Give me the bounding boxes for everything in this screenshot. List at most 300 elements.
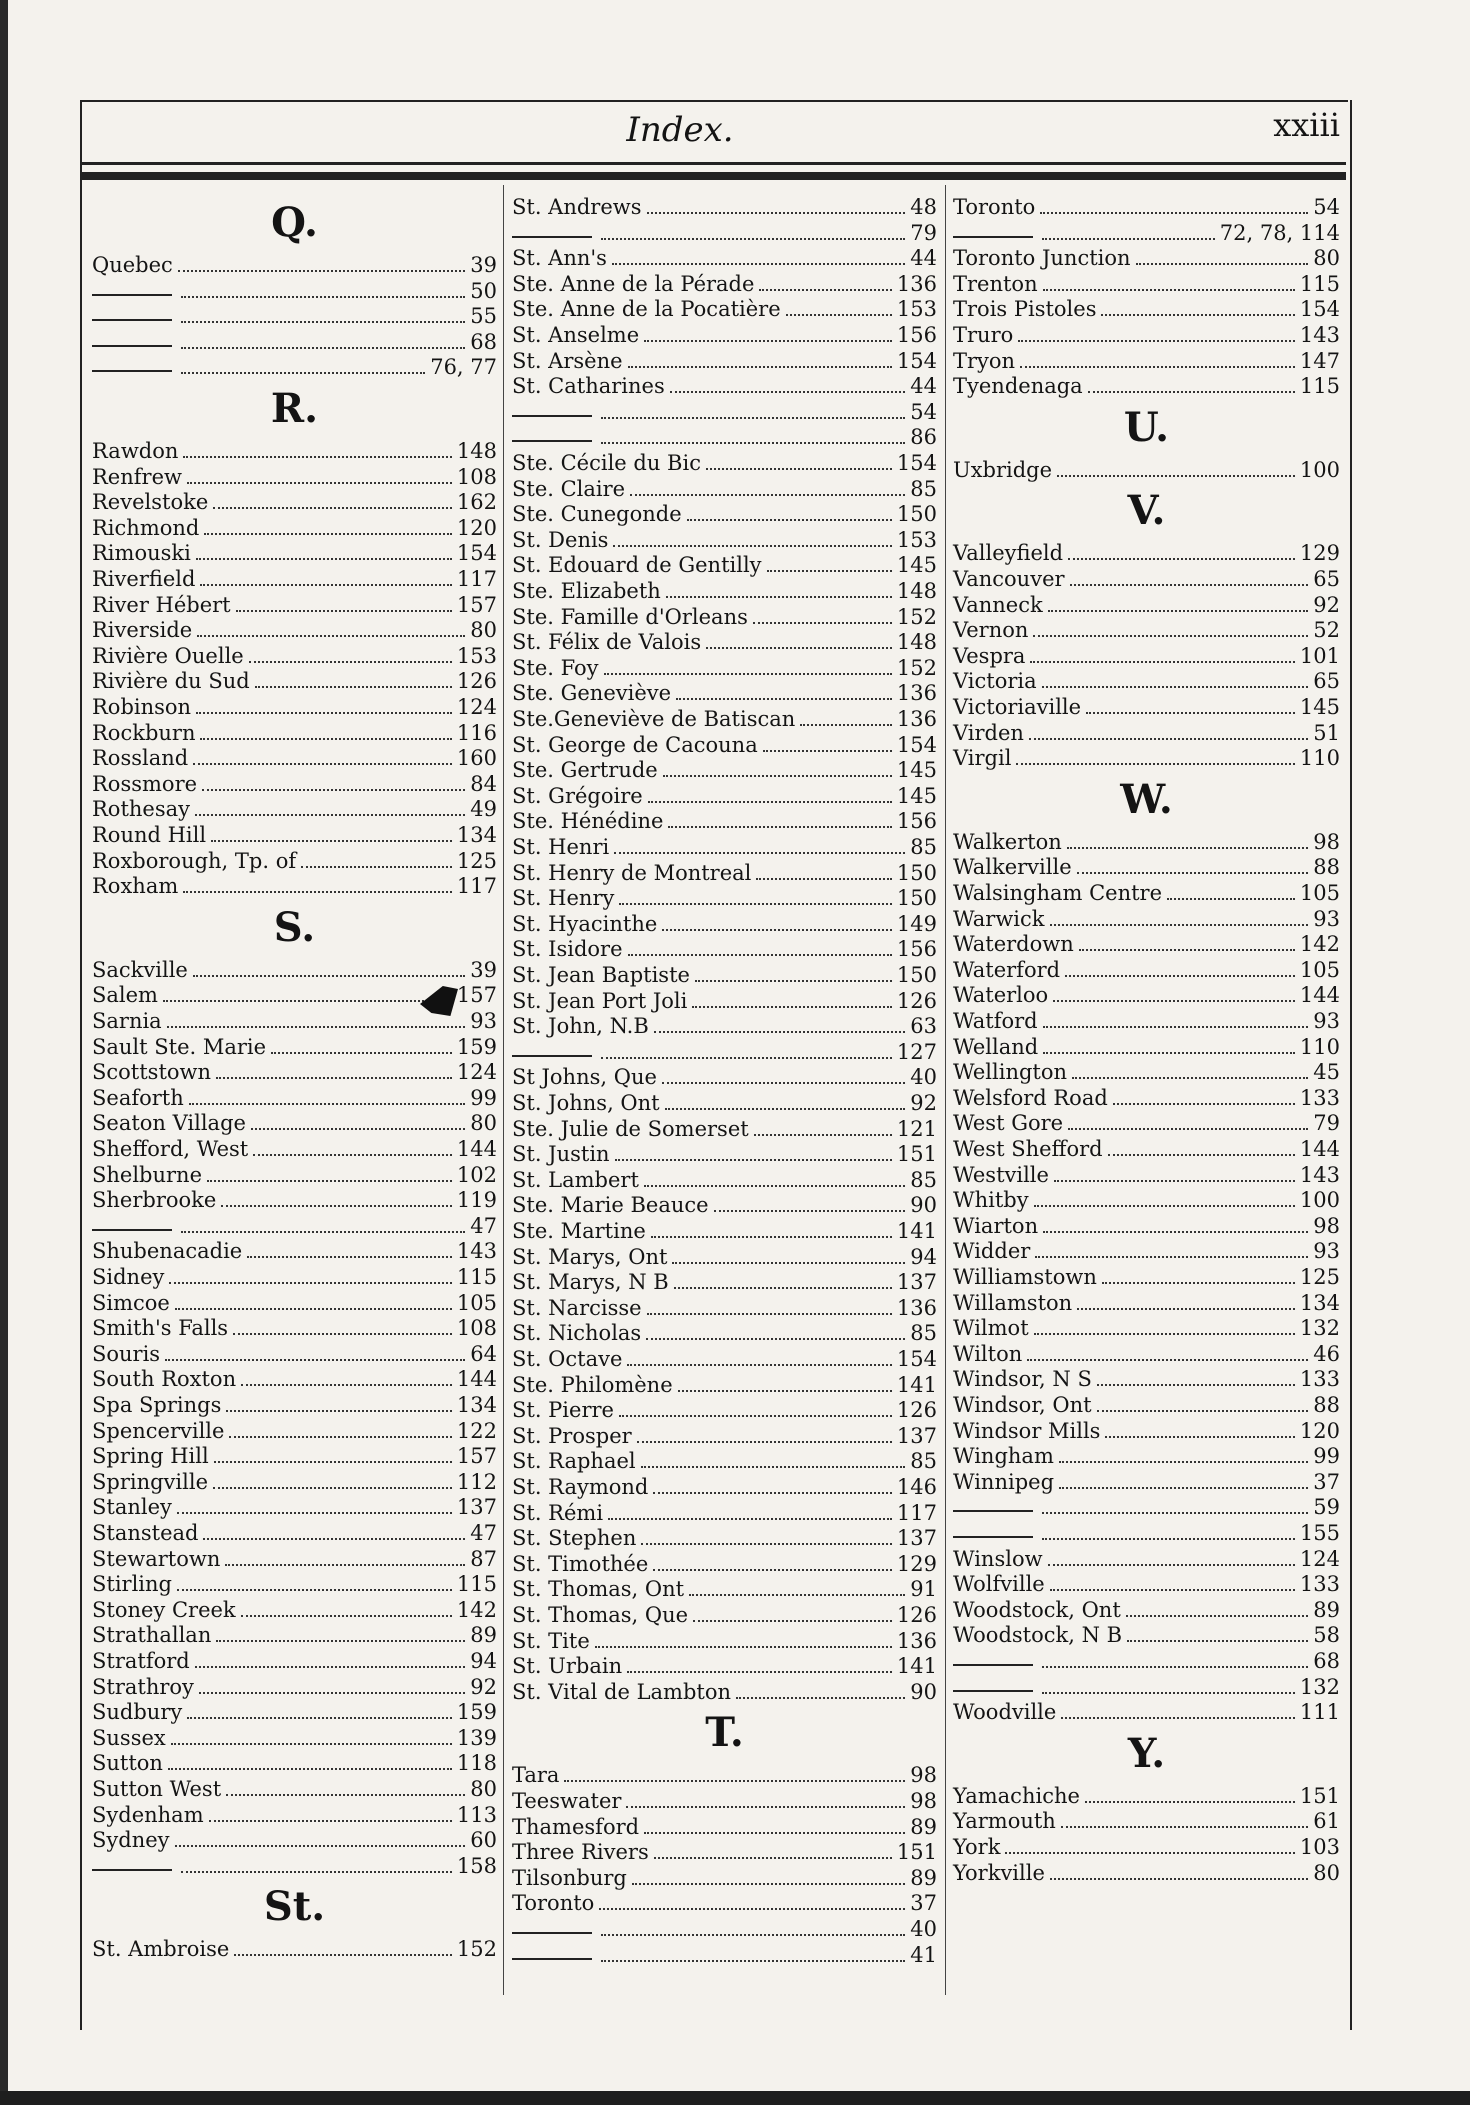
- entry-page: 148: [896, 579, 937, 603]
- dot-leader: [1077, 1308, 1295, 1310]
- index-entry: [953, 1547, 1340, 1572]
- entry-name: Roxborough, Tp. of: [92, 848, 297, 873]
- entry-page: 55: [470, 304, 497, 329]
- index-entry: [953, 1495, 1340, 1520]
- entry-name: Virgil: [953, 746, 1012, 771]
- entry-page: 105: [456, 1290, 497, 1315]
- section-letter: S.: [273, 903, 316, 951]
- index-entry: [512, 1373, 937, 1398]
- entry-page: 134: [456, 1393, 497, 1417]
- index-entry: [92, 1137, 497, 1162]
- index-entry: [512, 528, 937, 553]
- dot-leader: [197, 635, 465, 637]
- entry-page: 102: [456, 1162, 497, 1187]
- entry-page: 37: [1313, 1469, 1340, 1494]
- entry-page: 80: [470, 1777, 497, 1801]
- entry-name: Widder: [953, 1239, 1031, 1264]
- entry-name: Three Rivers: [512, 1840, 649, 1865]
- index-entry: [953, 830, 1340, 855]
- index-entry: [92, 823, 497, 848]
- entry-name: St. Raymond: [512, 1475, 649, 1499]
- dot-leader: [668, 826, 891, 828]
- entry-page: 145: [1299, 695, 1340, 719]
- entry-name: St. Prosper: [512, 1423, 632, 1448]
- entry-name: Springville: [92, 1469, 208, 1494]
- index-entry: [92, 1265, 497, 1290]
- dot-leader: [641, 1466, 906, 1468]
- entry-page: 88: [1313, 855, 1340, 880]
- entry-name: St. Hyacinthe: [512, 911, 658, 936]
- index-entry: [512, 758, 937, 783]
- entry-page: 118: [456, 1751, 497, 1776]
- index-entry: [953, 567, 1340, 592]
- entry-page: 50: [470, 278, 497, 303]
- dot-leader: [601, 1057, 892, 1059]
- entry-page: 158: [456, 1853, 497, 1878]
- entry-page: 129: [1299, 541, 1340, 566]
- entry-name: Rockburn: [92, 720, 196, 745]
- entry-page: 88: [1313, 1393, 1340, 1417]
- entry-page: 98: [910, 1763, 937, 1788]
- index-entry: [953, 1784, 1340, 1809]
- entry-page: 124: [456, 695, 497, 719]
- entry-page: 76, 77: [430, 355, 497, 380]
- entry-page: 137: [896, 1423, 937, 1448]
- entry-name: West Shefford: [953, 1137, 1103, 1161]
- index-entry: [953, 907, 1340, 932]
- ditto-dash: [92, 1229, 172, 1231]
- entry-page: 90: [910, 1193, 937, 1218]
- index-entry: [92, 593, 497, 618]
- ditto-dash: [953, 1664, 1033, 1666]
- index-entry: [92, 618, 497, 643]
- entry-page: 92: [470, 1674, 497, 1699]
- dot-leader: [1043, 1052, 1295, 1054]
- entry-name: Riverfield: [92, 567, 196, 591]
- entry-name: Warwick: [953, 906, 1045, 931]
- entry-name: Truro: [953, 323, 1014, 347]
- index-entry: [953, 1060, 1340, 1085]
- entry-page: 143: [1299, 1162, 1340, 1187]
- dot-leader: [1059, 1461, 1308, 1463]
- dot-leader: [1033, 635, 1308, 637]
- index-entry: [92, 1521, 497, 1546]
- entry-name: Woodstock, Ont: [953, 1597, 1121, 1622]
- entry-page: 154: [1299, 297, 1340, 322]
- entry-name: Tilsonburg: [512, 1865, 627, 1890]
- entry-page: 113: [456, 1802, 497, 1827]
- entry-name: Willamston: [953, 1290, 1073, 1315]
- entry-page: 64: [470, 1341, 497, 1366]
- entry-page: 115: [456, 1265, 497, 1289]
- index-entry: [512, 835, 937, 860]
- index-entry: [92, 567, 497, 592]
- entry-name: Vancouver: [953, 567, 1065, 591]
- entry-page: 72, 78, 114: [1219, 220, 1340, 245]
- dot-leader: [1097, 1410, 1309, 1412]
- entry-name: St. Marys, N B: [512, 1270, 669, 1295]
- entry-page: 148: [456, 439, 497, 463]
- index-entry: [92, 1060, 497, 1085]
- index-entry: [512, 1321, 937, 1346]
- entry-page: 68: [470, 329, 497, 354]
- index-entry: [92, 355, 497, 380]
- entry-name: Windsor, N S: [953, 1367, 1092, 1392]
- entry-page: 136: [896, 1628, 937, 1653]
- dot-leader: [1127, 1640, 1308, 1642]
- index-entry: [512, 886, 937, 911]
- index-entry: [512, 1654, 937, 1679]
- index-entry: [512, 1398, 937, 1423]
- dot-leader: [168, 1768, 452, 1770]
- entry-page: 86: [910, 425, 937, 450]
- dot-leader: [637, 1441, 892, 1443]
- entry-page: 122: [456, 1418, 497, 1443]
- entry-name: St. Ann's: [512, 246, 607, 271]
- entry-page: 150: [896, 502, 937, 527]
- entry-name: Yamachiche: [953, 1783, 1080, 1808]
- index-entry: [953, 644, 1340, 669]
- dot-leader: [1027, 1359, 1308, 1361]
- dot-leader: [1018, 340, 1295, 342]
- index-entry: [512, 1270, 937, 1295]
- entry-page: 111: [1299, 1700, 1340, 1725]
- entry-page: 108: [456, 1316, 497, 1341]
- entry-name: Sherbrooke: [92, 1188, 217, 1213]
- dot-leader: [1050, 1589, 1295, 1591]
- entry-name: Ste. Cécile du Bic: [512, 451, 701, 475]
- index-entry: [512, 1424, 937, 1449]
- dot-leader: [676, 698, 892, 700]
- index-entry: [92, 1086, 497, 1111]
- dot-leader: [1126, 1615, 1309, 1617]
- entry-page: 136: [896, 681, 937, 706]
- index-entry: [92, 1214, 497, 1239]
- entry-page: 117: [896, 1500, 937, 1525]
- entry-page: 117: [456, 874, 497, 899]
- index-entry: [953, 1163, 1340, 1188]
- entry-page: 52: [1313, 618, 1340, 643]
- index-entry: [953, 1675, 1340, 1700]
- index-entry: [512, 1014, 937, 1039]
- page-number: xxiii: [1273, 106, 1340, 144]
- index-entry: [512, 605, 937, 630]
- entry-page: 136: [896, 707, 937, 731]
- column-divider: [503, 185, 504, 1995]
- index-entry: [92, 1623, 497, 1648]
- dot-leader: [181, 347, 465, 349]
- dot-leader: [1068, 1128, 1308, 1130]
- dot-leader: [241, 1384, 452, 1386]
- dot-leader: [163, 1000, 452, 1002]
- entry-page: 47: [470, 1213, 497, 1238]
- dot-leader: [1108, 1154, 1295, 1156]
- entry-page: 126: [896, 988, 937, 1013]
- entry-name: Rossmore: [92, 771, 198, 796]
- entry-page: 90: [910, 1679, 937, 1704]
- entry-name: St. Félix de Valois: [512, 630, 702, 655]
- dot-leader: [178, 270, 465, 272]
- entry-name: Sussex: [92, 1725, 166, 1750]
- entry-page: 162: [456, 490, 497, 515]
- entry-name: Rossland: [92, 746, 189, 771]
- entry-page: 44: [910, 374, 937, 399]
- entry-name: St. Stephen: [512, 1526, 637, 1551]
- page-binding-edge: [0, 0, 8, 2105]
- entry-name: St. Henry de Montreal: [512, 860, 752, 885]
- index-entry: [512, 349, 937, 374]
- entry-name: St. Arsène: [512, 348, 623, 373]
- index-entry: [92, 1342, 497, 1367]
- dot-leader: [619, 903, 892, 905]
- index-entry: [512, 477, 937, 502]
- dot-leader: [630, 494, 905, 496]
- entry-name: St. Justin: [512, 1142, 610, 1167]
- entry-name: Stratford: [92, 1649, 190, 1673]
- index-entry: [512, 809, 937, 834]
- entry-page: 39: [470, 253, 497, 277]
- index-entry: [92, 465, 497, 490]
- dot-leader: [175, 1845, 466, 1847]
- dot-leader: [1050, 1878, 1308, 1880]
- index-entry: [953, 881, 1340, 906]
- dot-leader: [1035, 1256, 1308, 1258]
- entry-page: 153: [896, 527, 937, 552]
- entry-name: Sutton: [92, 1751, 163, 1776]
- entry-page: 98: [1313, 1213, 1340, 1238]
- ditto-dash: [92, 294, 172, 296]
- dot-leader: [1034, 1205, 1295, 1207]
- ditto-dash: [92, 319, 172, 321]
- dot-leader: [1061, 1826, 1308, 1828]
- entry-name: St. Urbain: [512, 1654, 623, 1679]
- entry-page: 132: [1299, 1316, 1340, 1341]
- index-entry: [92, 721, 497, 746]
- entry-name: Stoney Creek: [92, 1597, 236, 1622]
- index-entry: [512, 1552, 937, 1577]
- dot-leader: [199, 1692, 465, 1694]
- dot-leader: [1050, 924, 1309, 926]
- dot-leader: [200, 738, 451, 740]
- dot-leader: [207, 1180, 452, 1182]
- index-entry: [953, 1700, 1340, 1725]
- header-rule: [82, 162, 1346, 165]
- dot-leader: [627, 1364, 892, 1366]
- entry-name: Sault Ste. Marie: [92, 1034, 267, 1059]
- entry-page: 157: [456, 983, 497, 1008]
- dot-leader: [1102, 1282, 1295, 1284]
- entry-name: Spa Springs: [92, 1393, 222, 1417]
- entry-page: 136: [896, 1295, 937, 1320]
- dot-leader: [226, 1410, 452, 1412]
- entry-page: 150: [896, 860, 937, 885]
- entry-page: 37: [910, 1891, 937, 1916]
- entry-name: St. John, N.B: [512, 1014, 649, 1039]
- entry-name: Waterloo: [953, 983, 1049, 1008]
- dot-leader: [1061, 1717, 1295, 1719]
- entry-page: 80: [1313, 246, 1340, 271]
- dot-leader: [601, 1934, 905, 1936]
- index-entry: [512, 451, 937, 476]
- entry-name: Stewartown: [92, 1546, 221, 1571]
- index-entry: [953, 1009, 1340, 1034]
- entry-page: 125: [456, 848, 497, 873]
- dot-leader: [202, 789, 465, 791]
- index-entry: [92, 1751, 497, 1776]
- entry-page: 94: [910, 1244, 937, 1269]
- entry-page: 145: [896, 758, 937, 783]
- entry-page: 115: [456, 1572, 497, 1597]
- index-entry: [953, 1342, 1340, 1367]
- entry-page: 156: [896, 937, 937, 962]
- index-entry: [512, 1815, 937, 1840]
- index-entry: [92, 797, 497, 822]
- dot-leader: [247, 1256, 452, 1258]
- entry-page: 153: [896, 297, 937, 322]
- dot-leader: [1034, 1333, 1295, 1335]
- dot-leader: [255, 686, 452, 688]
- dot-leader: [604, 673, 892, 675]
- entry-page: 142: [456, 1597, 497, 1622]
- index-entry: [512, 1091, 937, 1116]
- entry-name: Smith's Falls: [92, 1316, 229, 1341]
- entry-name: Seaton Village: [92, 1111, 246, 1136]
- entry-name: Victoria: [953, 669, 1037, 694]
- entry-page: 145: [896, 553, 937, 578]
- index-entry: [512, 1763, 937, 1788]
- ditto-dash: [512, 1958, 592, 1960]
- dot-leader: [1077, 872, 1309, 874]
- index-entry: [953, 1572, 1340, 1597]
- entry-page: 159: [456, 1034, 497, 1059]
- entry-page: 134: [456, 823, 497, 847]
- entry-page: 87: [470, 1546, 497, 1571]
- index-entry: [953, 1598, 1340, 1623]
- dot-leader: [619, 1415, 892, 1417]
- index-entry: [512, 784, 937, 809]
- index-entry: [92, 541, 497, 566]
- index-entry: [92, 1675, 497, 1700]
- dot-leader: [614, 852, 905, 854]
- entry-page: 99: [470, 1085, 497, 1110]
- entry-page: 157: [456, 592, 497, 617]
- index-entry: [92, 279, 497, 304]
- entry-page: 124: [456, 1060, 497, 1085]
- entry-name: Whitby: [953, 1188, 1029, 1213]
- entry-page: 105: [1299, 881, 1340, 905]
- entry-page: 145: [896, 783, 937, 808]
- section-letter: W.: [1120, 775, 1173, 823]
- index-entry: [953, 593, 1340, 618]
- entry-page: 80: [470, 1111, 497, 1136]
- dot-leader: [221, 1205, 452, 1207]
- entry-name: St. Tite: [512, 1628, 590, 1653]
- entry-name: Sutton West: [92, 1777, 222, 1801]
- dot-leader: [767, 570, 892, 572]
- index-entry: [92, 1188, 497, 1213]
- entry-name: Richmond: [92, 515, 200, 540]
- index-entry: [92, 1726, 497, 1751]
- entry-page: 147: [1299, 348, 1340, 373]
- entry-name: Ste. Julie de Somerset: [512, 1116, 749, 1141]
- entry-name: Watford: [953, 1009, 1038, 1033]
- dot-leader: [644, 1832, 905, 1834]
- entry-page: 160: [456, 746, 497, 771]
- dot-leader: [1043, 1026, 1309, 1028]
- entry-name: Tara: [512, 1763, 560, 1788]
- entry-name: Welland: [953, 1034, 1039, 1059]
- entry-name: St. Narcisse: [512, 1295, 642, 1320]
- entry-page: 148: [896, 630, 937, 655]
- dot-leader: [1030, 661, 1294, 663]
- entry-page: 126: [896, 1603, 937, 1627]
- dot-leader: [1042, 1512, 1308, 1514]
- dot-leader: [167, 1026, 466, 1028]
- entry-name: St. Jean Port Joli: [512, 988, 688, 1013]
- entry-page: 126: [896, 1398, 937, 1423]
- ditto-dash: [92, 1869, 172, 1871]
- entry-page: 154: [896, 1347, 937, 1371]
- entry-page: 153: [456, 643, 497, 668]
- entry-page: 133: [1299, 1367, 1340, 1392]
- index-entry: [92, 1393, 497, 1418]
- index-entry: [92, 1035, 497, 1060]
- entry-page: 156: [896, 323, 937, 347]
- entry-page: 141: [896, 1372, 937, 1397]
- dot-leader: [216, 1640, 465, 1642]
- index-entry: [953, 1111, 1340, 1136]
- entry-name: Tryon: [953, 348, 1016, 373]
- entry-name: Ste. Gertrude: [512, 758, 658, 783]
- dot-leader: [651, 1236, 892, 1238]
- entry-page: 159: [456, 1700, 497, 1725]
- index-entry: [953, 458, 1340, 483]
- entry-page: 143: [456, 1239, 497, 1264]
- index-entry: [92, 695, 497, 720]
- entry-name: Walsingham Centre: [953, 881, 1163, 905]
- entry-name: St. Grégoire: [512, 783, 643, 808]
- dot-leader: [226, 1794, 465, 1796]
- dot-leader: [714, 1210, 906, 1212]
- entry-name: Spring Hill: [92, 1444, 209, 1469]
- dot-leader: [601, 442, 905, 444]
- entry-page: 137: [896, 1526, 937, 1551]
- section-letter: T.: [705, 1709, 744, 1757]
- index-entry: [512, 1347, 937, 1372]
- entry-page: 65: [1313, 669, 1340, 694]
- ditto-dash: [92, 370, 172, 372]
- index-entry: [512, 1680, 937, 1705]
- entry-page: 54: [910, 399, 937, 424]
- index-entry: [92, 669, 497, 694]
- entry-page: 44: [910, 246, 937, 271]
- section-letter: Q.: [271, 199, 318, 246]
- dot-leader: [1042, 686, 1309, 688]
- entry-page: 144: [456, 1367, 497, 1392]
- index-entry: [953, 932, 1340, 957]
- index-entry: [92, 1598, 497, 1623]
- entry-page: 41: [910, 1942, 937, 1967]
- index-entry: [92, 516, 497, 541]
- entry-page: 151: [1299, 1783, 1340, 1808]
- dot-leader: [204, 533, 452, 535]
- entry-name: Ste. Marie Beauce: [512, 1193, 709, 1218]
- entry-page: 134: [1299, 1290, 1340, 1315]
- dot-leader: [1068, 558, 1295, 560]
- entry-page: 85: [910, 835, 937, 859]
- dot-leader: [689, 1594, 905, 1596]
- index-entry: [512, 1840, 937, 1865]
